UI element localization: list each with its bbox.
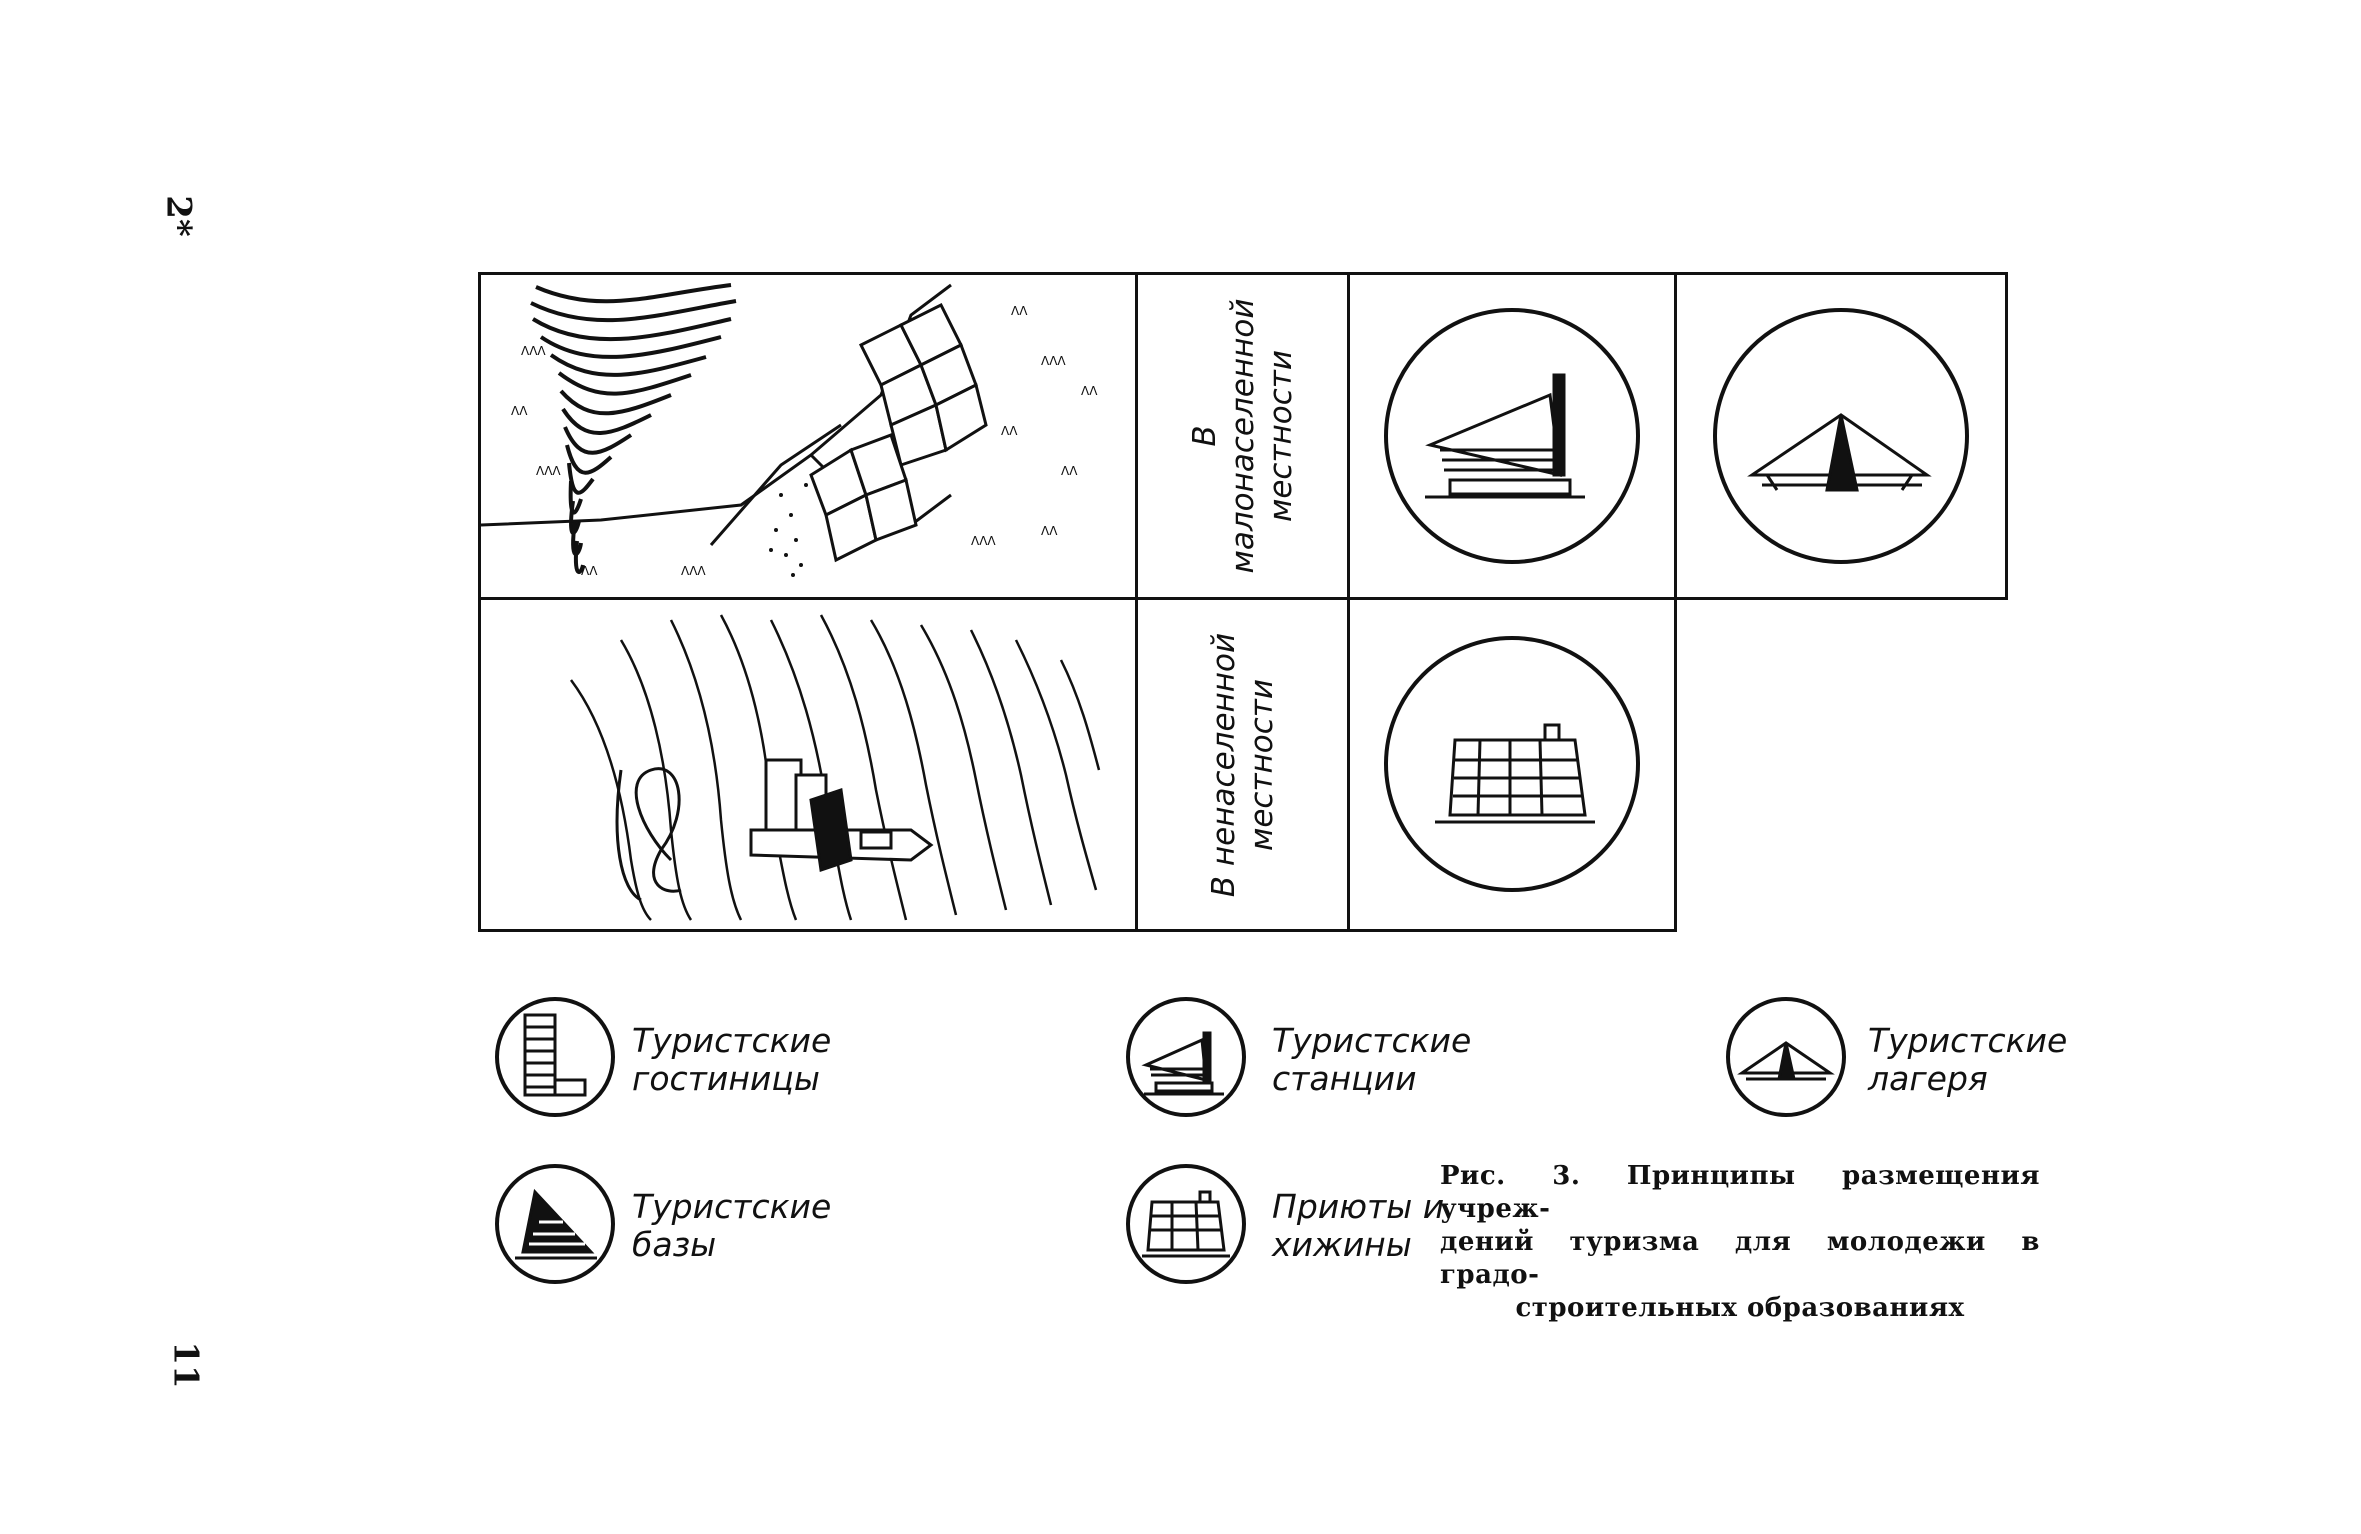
svg-text:ΛΛΛ: ΛΛΛ bbox=[971, 534, 996, 548]
svg-text:ΛΛ: ΛΛ bbox=[1061, 464, 1078, 478]
caption-line-3: строительных образованиях bbox=[1515, 1293, 1965, 1323]
map-unpopulated bbox=[478, 597, 1138, 932]
tourist-camp-cell bbox=[1674, 272, 2008, 600]
station-icon bbox=[1124, 995, 1248, 1119]
svg-text:ΛΛΛ: ΛΛΛ bbox=[681, 564, 706, 578]
hut-cell bbox=[1347, 597, 1677, 932]
caption-line-2: дений туризма для молодежи в градо- bbox=[1440, 1227, 2040, 1290]
legend-label-bases: Туристские базы bbox=[632, 1187, 832, 1264]
page-signature-mark: 2* bbox=[158, 195, 199, 237]
terrain-map-illustration bbox=[481, 275, 1135, 597]
row-label-unpopulated bbox=[1135, 597, 1350, 932]
base-icon bbox=[493, 1162, 617, 1286]
map-sparsely-populated bbox=[478, 272, 1138, 600]
svg-text:ΛΛ: ΛΛ bbox=[1041, 524, 1058, 538]
svg-text:ΛΛΛ: ΛΛΛ bbox=[1041, 354, 1066, 368]
station-icon bbox=[1350, 275, 1674, 597]
svg-text:ΛΛΛ: ΛΛΛ bbox=[521, 344, 546, 358]
camp-tent-icon bbox=[1677, 275, 2005, 597]
svg-text:ΛΛ: ΛΛ bbox=[511, 404, 528, 418]
hut-icon bbox=[1124, 1162, 1248, 1286]
legend-label-huts: Приюты и хижины bbox=[1272, 1187, 1445, 1264]
hut-icon bbox=[1350, 600, 1674, 929]
caption-line-1: Рис. 3. Принципы размещения учреж- bbox=[1440, 1161, 2040, 1224]
legend-label-hotels: Туристские гостиницы bbox=[632, 1021, 832, 1098]
figure-caption bbox=[1440, 1160, 2040, 1325]
svg-text:ΛΛ: ΛΛ bbox=[581, 564, 598, 578]
row-label-sparsely-populated bbox=[1135, 272, 1350, 600]
contour-map-illustration bbox=[481, 600, 1135, 929]
tourist-station-cell bbox=[1347, 272, 1677, 600]
svg-text:ΛΛ: ΛΛ bbox=[1011, 304, 1028, 318]
row-label-text: В ненаселенной местности bbox=[1205, 632, 1280, 897]
page-number: 11 bbox=[165, 1341, 206, 1389]
svg-text:ΛΛΛ: ΛΛΛ bbox=[536, 464, 561, 478]
row-label-text: В малонаселенной местности bbox=[1186, 298, 1299, 574]
figure-grid bbox=[478, 272, 2008, 932]
svg-text:ΛΛ: ΛΛ bbox=[1001, 424, 1018, 438]
camp-tent-icon bbox=[1724, 995, 1848, 1119]
legend-label-stations: Туристские станции bbox=[1272, 1021, 1472, 1098]
legend-label-camps: Туристские лагеря bbox=[1868, 1021, 2068, 1098]
hotel-icon bbox=[493, 995, 617, 1119]
svg-text:ΛΛ: ΛΛ bbox=[1081, 384, 1098, 398]
